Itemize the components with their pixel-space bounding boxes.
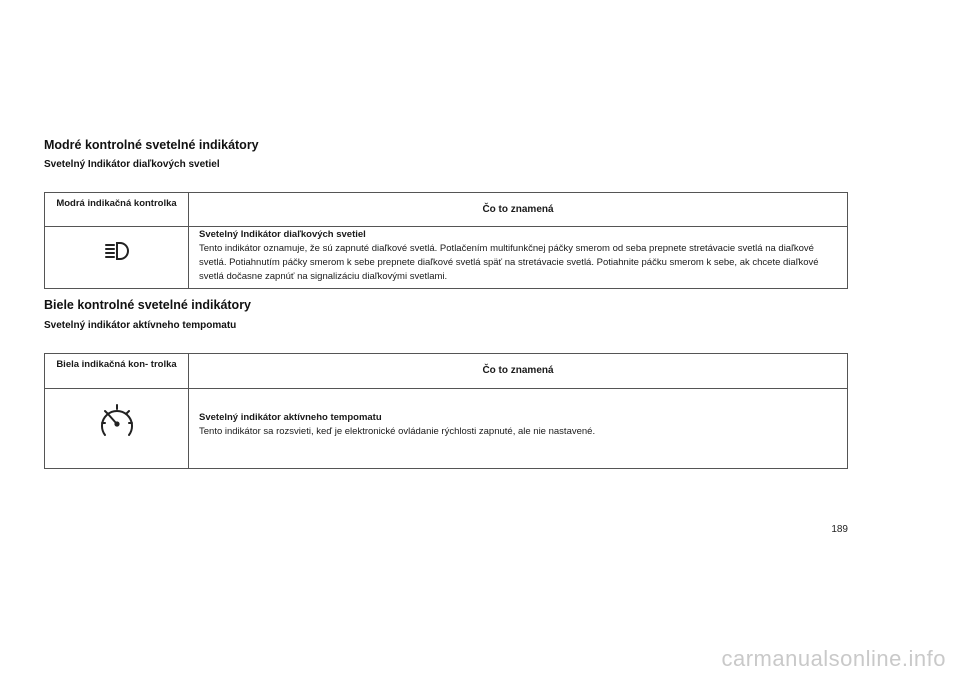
high-beam-icon — [104, 241, 130, 261]
page-number: 189 — [831, 524, 848, 535]
table-header-row — [45, 193, 848, 227]
watermark-text: carmanualsonline.info — [721, 646, 946, 671]
row-text: Tento indikátor sa rozsvieti, keď je elektronické ovládanie rýchlosti zapnuté, ale nie nastavené. — [199, 426, 596, 437]
col-header-meaning: Čo to znamená — [189, 354, 848, 389]
row-text: Tento indikátor oznamuje, že sú zapnuté diaľkové svetlá. Potlačením multifunkčnej páčky smerom od seba prepnete stretávacie svetlá na diaľkové svetlá. Potiahnutím páčky smerom k sebe prepnete diaľkové svetlá späť na stretávacie svetlá. Potiahnite páčku smerom k sebe, ak chcete diaľkové svetlá dočasne zapnúť na signalizáciu diaľkovými svetlami. — [199, 243, 819, 282]
description-cell — [189, 227, 848, 289]
subheading-cruise: Svetelný indikátor aktívneho tempomatu — [44, 320, 237, 331]
section-heading-blue: Modré kontrolné svetelné indikátory — [44, 138, 259, 152]
col-header-indicator: Biela indikačná kon- trolka — [45, 354, 189, 389]
description-cell — [189, 389, 848, 469]
row-title: Svetelný Indikátor diaľkových svetiel — [199, 229, 366, 240]
table-white-indicators — [44, 353, 848, 469]
manual-page — [44, 0, 848, 678]
table-row — [45, 389, 848, 469]
section-heading-white: Biele kontrolné svetelné indikátory — [44, 298, 252, 312]
icon-cell — [45, 227, 189, 289]
row-title: Svetelný indikátor aktívneho tempomatu — [199, 412, 382, 423]
table-header-row — [45, 354, 848, 389]
speedometer-icon — [96, 401, 138, 441]
col-header-meaning: Čo to znamená — [189, 193, 848, 227]
table-blue-indicators — [44, 192, 848, 289]
icon-cell — [45, 389, 189, 469]
subheading-high-beam: Svetelný Indikátor diaľkových svetiel — [44, 159, 220, 170]
col-header-indicator: Modrá indikačná kontrolka — [45, 193, 189, 227]
table-row — [45, 227, 848, 289]
